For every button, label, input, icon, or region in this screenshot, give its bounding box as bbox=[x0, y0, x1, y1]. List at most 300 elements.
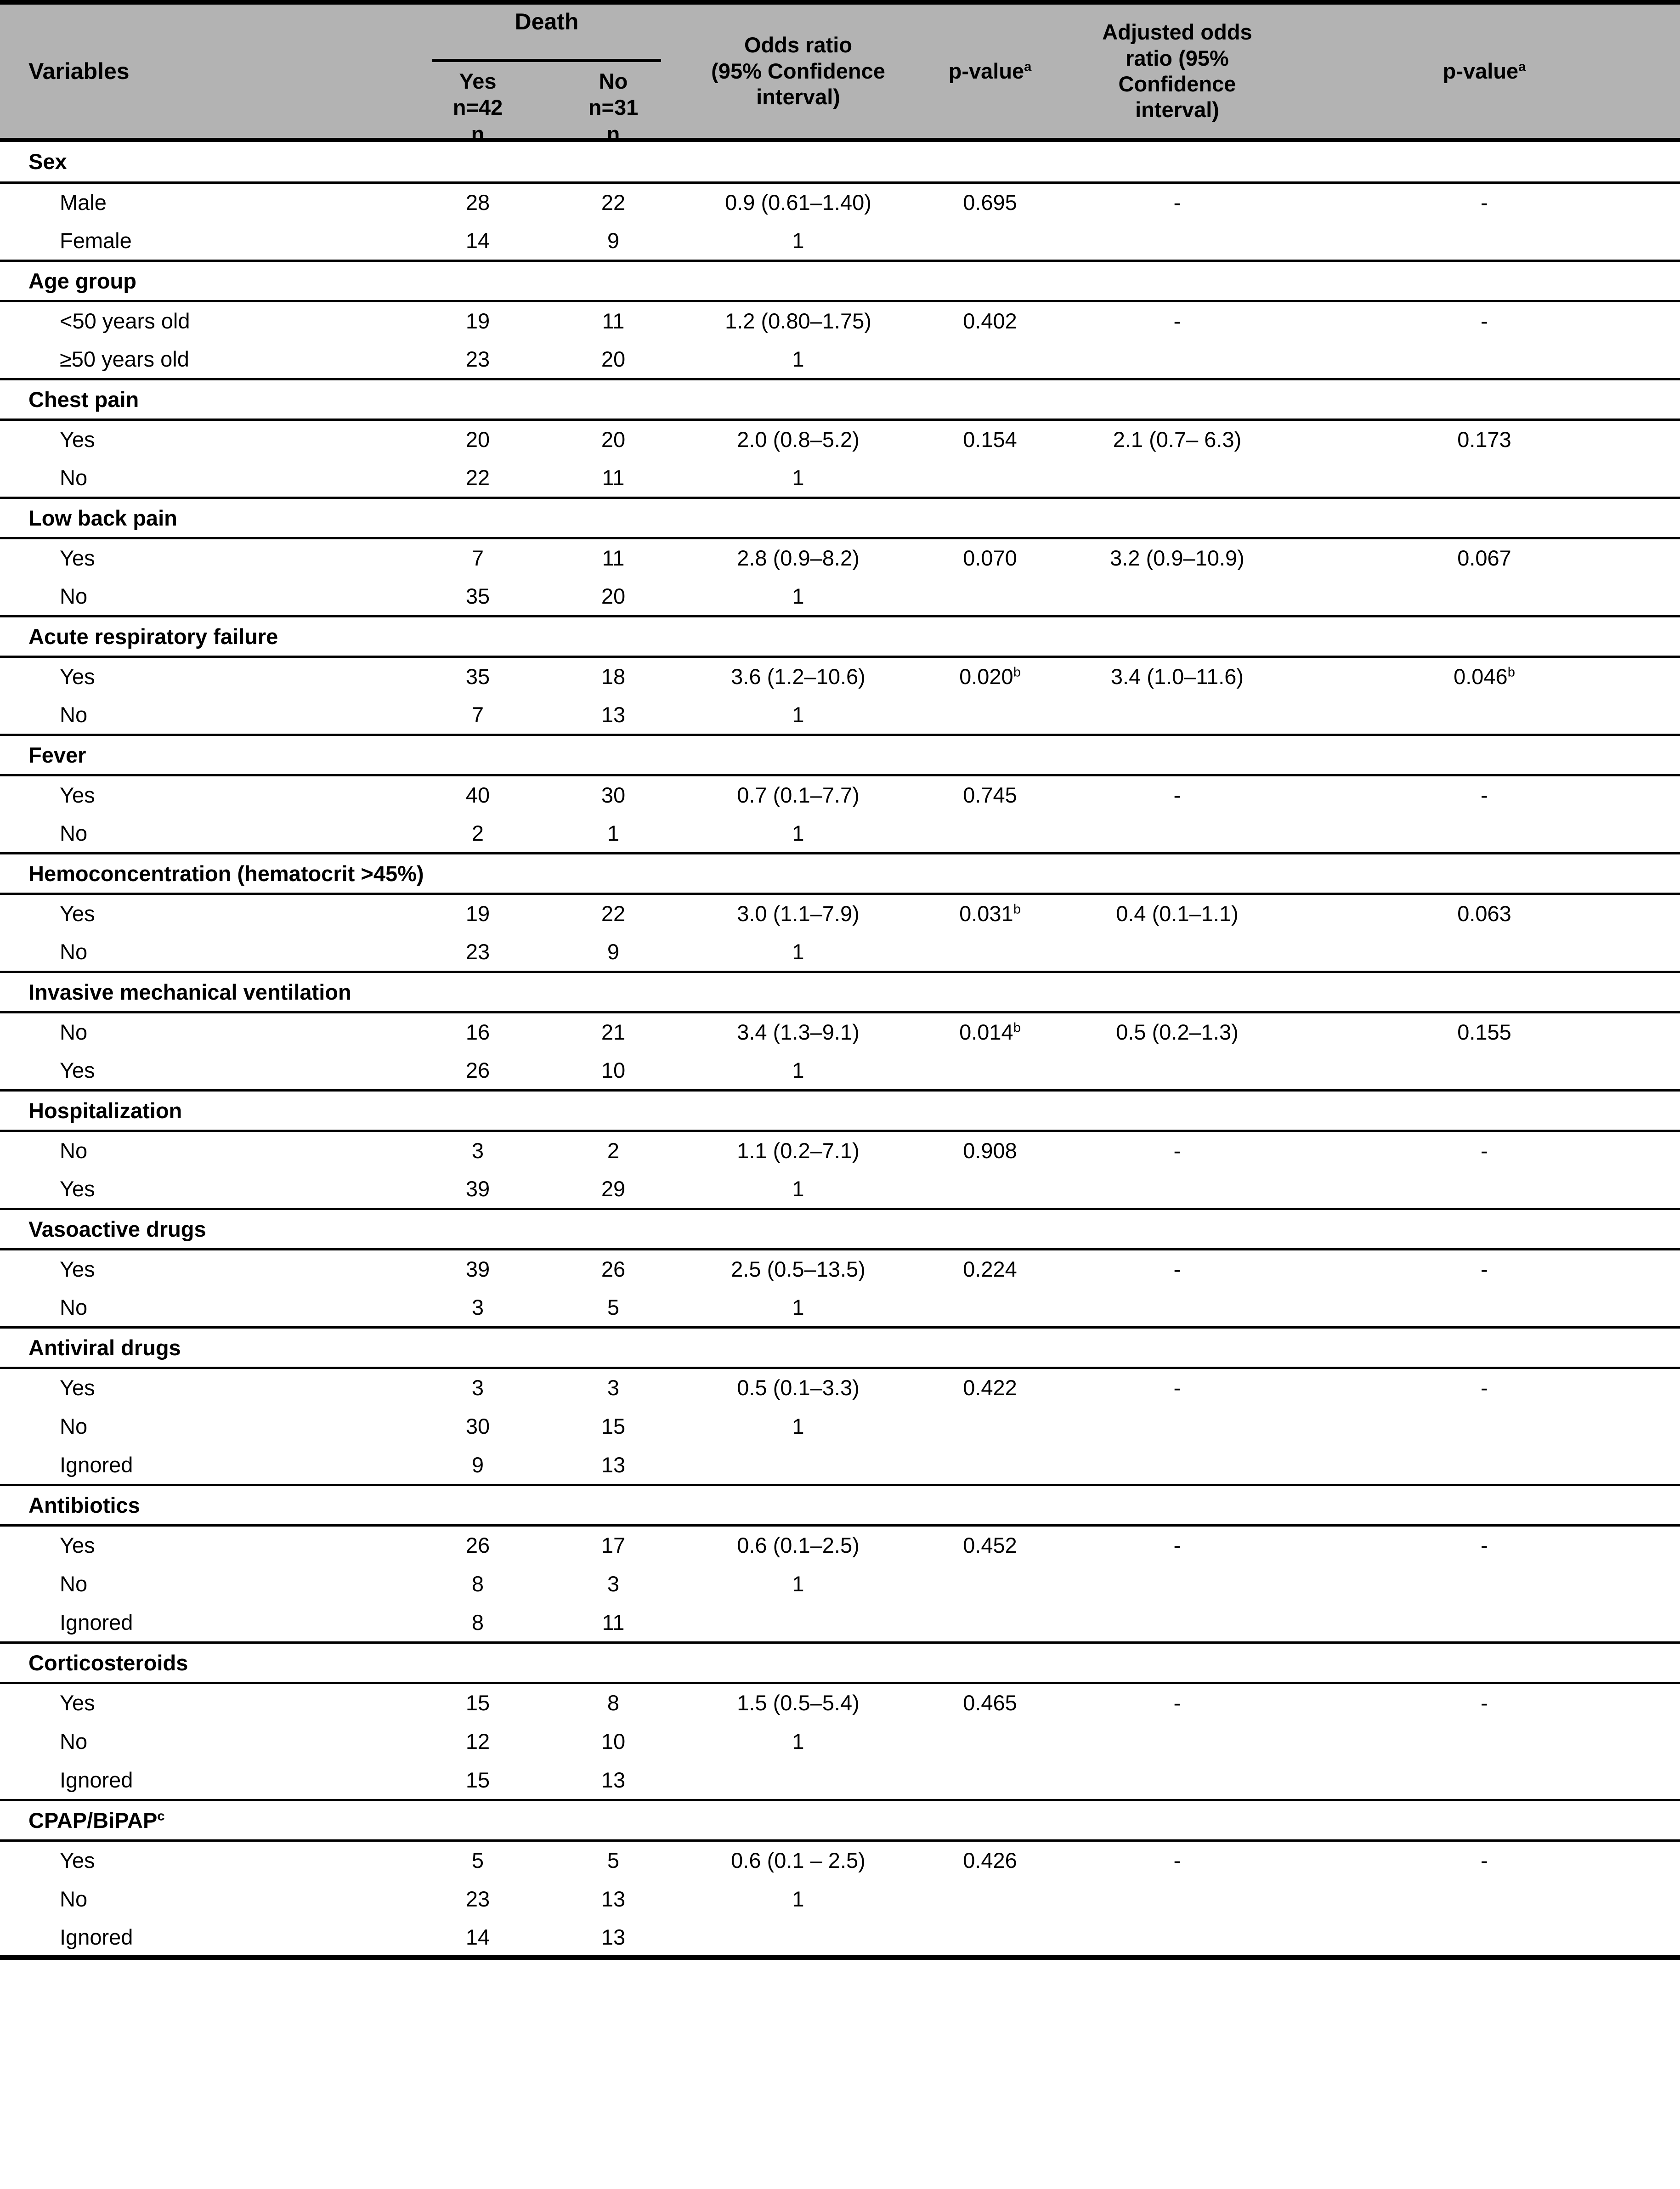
cell-p-value-adjusted: - bbox=[1289, 1525, 1680, 1564]
cell-adjusted-odds-ratio bbox=[1066, 1051, 1289, 1090]
cell-death-no: 30 bbox=[544, 775, 682, 814]
cell-p-value-adjusted bbox=[1289, 340, 1680, 379]
table-row bbox=[0, 1722, 1680, 1761]
cell-death-yes: 26 bbox=[411, 1525, 544, 1564]
cell-adjusted-odds-ratio: 0.4 (0.1–1.1) bbox=[1066, 894, 1289, 933]
cell-adjusted-odds-ratio: - bbox=[1066, 1525, 1289, 1564]
table-row bbox=[0, 1603, 1680, 1642]
section-header-row bbox=[0, 735, 1680, 775]
table-row bbox=[0, 656, 1680, 696]
cell-p-value-crude: 0.908 bbox=[914, 1131, 1066, 1170]
cell-death-yes: 22 bbox=[411, 458, 544, 498]
cell-death-yes: 9 bbox=[411, 1446, 544, 1485]
column-header-odds-ratio bbox=[682, 5, 914, 138]
cell-death-no: 20 bbox=[544, 419, 682, 458]
aor-line-3: Confidence bbox=[1118, 72, 1236, 96]
odds-ratio-line-2: (95% Confidence bbox=[711, 58, 885, 83]
death-group-rule bbox=[432, 59, 661, 62]
section-header-row bbox=[0, 498, 1680, 538]
cell-adjusted-odds-ratio: - bbox=[1066, 301, 1289, 340]
cell-p-value-crude: 0.426 bbox=[914, 1840, 1066, 1879]
table-row bbox=[0, 775, 1680, 814]
cell-p-value-crude bbox=[914, 814, 1066, 853]
row-label: Ignored bbox=[0, 1446, 411, 1485]
death-yes-unit: n bbox=[471, 121, 485, 146]
cell-death-no: 5 bbox=[544, 1288, 682, 1327]
section-header-row bbox=[0, 1800, 1680, 1840]
adjusted-odds-ratio-heading bbox=[1066, 19, 1289, 123]
cell-odds-ratio: 1 bbox=[682, 577, 914, 616]
cell-death-no: 8 bbox=[544, 1683, 682, 1722]
cell-death-no: 11 bbox=[544, 301, 682, 340]
column-header-death-yes bbox=[411, 68, 544, 147]
section-header-row bbox=[0, 616, 1680, 656]
cell-death-no: 10 bbox=[544, 1722, 682, 1761]
cell-death-no: 13 bbox=[544, 1446, 682, 1485]
death-no-label: No bbox=[599, 69, 628, 93]
cell-odds-ratio: 0.6 (0.1–2.5) bbox=[682, 1525, 914, 1564]
cell-death-yes: 3 bbox=[411, 1288, 544, 1327]
cell-death-yes: 14 bbox=[411, 221, 544, 260]
cell-p-value-adjusted: - bbox=[1289, 1249, 1680, 1288]
cell-adjusted-odds-ratio: - bbox=[1066, 1368, 1289, 1407]
cell-p-value-crude bbox=[914, 1918, 1066, 1957]
death-no-n: n=31 bbox=[588, 95, 639, 120]
cell-death-yes: 19 bbox=[411, 301, 544, 340]
cell-p-value-adjusted bbox=[1289, 577, 1680, 616]
header-top-rule-row bbox=[0, 0, 1680, 5]
cell-odds-ratio: 1 bbox=[682, 933, 914, 972]
section-title: Hospitalization bbox=[0, 1090, 1680, 1131]
row-label: No bbox=[0, 577, 411, 616]
header-top-rule bbox=[0, 0, 1680, 5]
cell-death-yes: 2 bbox=[411, 814, 544, 853]
table-row bbox=[0, 1840, 1680, 1879]
header-bottom-rule bbox=[0, 138, 1680, 142]
cell-p-value-crude: 0.745 bbox=[914, 775, 1066, 814]
cell-adjusted-odds-ratio: - bbox=[1066, 182, 1289, 221]
table-row bbox=[0, 814, 1680, 853]
cell-p-value-adjusted bbox=[1289, 221, 1680, 260]
cell-death-no: 17 bbox=[544, 1525, 682, 1564]
cell-adjusted-odds-ratio: - bbox=[1066, 1840, 1289, 1879]
section-title: Fever bbox=[0, 735, 1680, 775]
cell-odds-ratio: 2.0 (0.8–5.2) bbox=[682, 419, 914, 458]
row-label: <50 years old bbox=[0, 301, 411, 340]
cell-adjusted-odds-ratio bbox=[1066, 1722, 1289, 1761]
p-value-crude-label: p-value bbox=[948, 58, 1024, 83]
table-row bbox=[0, 1918, 1680, 1957]
variables-label: Variables bbox=[28, 58, 130, 84]
section-title: Corticosteroids bbox=[0, 1642, 1680, 1683]
cell-adjusted-odds-ratio: 0.5 (0.2–1.3) bbox=[1066, 1012, 1289, 1051]
column-header-adjusted-odds-ratio bbox=[1066, 5, 1289, 138]
section-header-row bbox=[0, 1327, 1680, 1368]
cell-odds-ratio: 0.6 (0.1 – 2.5) bbox=[682, 1840, 914, 1879]
cell-death-no: 15 bbox=[544, 1407, 682, 1446]
cell-p-value-adjusted: 0.067 bbox=[1289, 538, 1680, 577]
cell-p-value-adjusted bbox=[1289, 1603, 1680, 1642]
row-label: No bbox=[0, 1879, 411, 1918]
cell-death-no: 13 bbox=[544, 696, 682, 735]
death-group-band bbox=[411, 5, 682, 146]
cell-adjusted-odds-ratio bbox=[1066, 1918, 1289, 1957]
table-row bbox=[0, 1012, 1680, 1051]
cell-death-no: 21 bbox=[544, 1012, 682, 1051]
section-title: Age group bbox=[0, 260, 1680, 301]
cell-odds-ratio: 1 bbox=[682, 340, 914, 379]
cell-odds-ratio bbox=[682, 1446, 914, 1485]
cell-p-value-crude bbox=[914, 1761, 1066, 1800]
cell-death-yes: 26 bbox=[411, 1051, 544, 1090]
row-label: No bbox=[0, 1407, 411, 1446]
section-title-footnote-marker: c bbox=[157, 1808, 165, 1823]
cell-adjusted-odds-ratio bbox=[1066, 458, 1289, 498]
section-header-row bbox=[0, 1485, 1680, 1525]
cell-death-yes: 23 bbox=[411, 933, 544, 972]
row-label: Ignored bbox=[0, 1918, 411, 1957]
cell-odds-ratio bbox=[682, 1761, 914, 1800]
section-title: Sex bbox=[0, 142, 1680, 182]
row-label: Female bbox=[0, 221, 411, 260]
section-title: Low back pain bbox=[0, 498, 1680, 538]
row-label: No bbox=[0, 814, 411, 853]
p-value-crude-heading bbox=[914, 58, 1066, 84]
cell-p-value-adjusted bbox=[1289, 458, 1680, 498]
row-label: Yes bbox=[0, 1051, 411, 1090]
table-row bbox=[0, 1131, 1680, 1170]
cell-p-value-crude bbox=[914, 340, 1066, 379]
cell-death-no: 18 bbox=[544, 656, 682, 696]
cell-death-no: 3 bbox=[544, 1564, 682, 1603]
section-header-row bbox=[0, 853, 1680, 894]
table-row bbox=[0, 1879, 1680, 1918]
cell-death-yes: 39 bbox=[411, 1249, 544, 1288]
cell-death-no: 20 bbox=[544, 340, 682, 379]
cell-p-value-crude: 0.154 bbox=[914, 419, 1066, 458]
cell-p-value-crude bbox=[914, 1564, 1066, 1603]
section-title: Hemoconcentration (hematocrit >45%) bbox=[0, 853, 1680, 894]
table-row bbox=[0, 1446, 1680, 1485]
cell-death-no: 9 bbox=[544, 221, 682, 260]
table-row bbox=[0, 221, 1680, 260]
cell-death-yes: 8 bbox=[411, 1603, 544, 1642]
footnote-marker: b bbox=[1507, 665, 1515, 680]
cell-adjusted-odds-ratio bbox=[1066, 1288, 1289, 1327]
cell-p-value-crude bbox=[914, 577, 1066, 616]
row-label: Yes bbox=[0, 1525, 411, 1564]
cell-p-value-adjusted bbox=[1289, 1170, 1680, 1209]
cell-death-no: 13 bbox=[544, 1879, 682, 1918]
table-row bbox=[0, 182, 1680, 221]
cell-p-value-crude: 0.402 bbox=[914, 301, 1066, 340]
cell-death-no: 29 bbox=[544, 1170, 682, 1209]
cell-p-value-adjusted bbox=[1289, 814, 1680, 853]
cell-death-yes: 15 bbox=[411, 1761, 544, 1800]
cell-adjusted-odds-ratio bbox=[1066, 814, 1289, 853]
cell-death-no: 9 bbox=[544, 933, 682, 972]
cell-adjusted-odds-ratio bbox=[1066, 1879, 1289, 1918]
row-label: Yes bbox=[0, 538, 411, 577]
cell-death-yes: 28 bbox=[411, 182, 544, 221]
section-header-row bbox=[0, 1642, 1680, 1683]
cell-odds-ratio: 1.5 (0.5–5.4) bbox=[682, 1683, 914, 1722]
cell-death-yes: 7 bbox=[411, 538, 544, 577]
cell-death-yes: 30 bbox=[411, 1407, 544, 1446]
cell-p-value-adjusted bbox=[1289, 933, 1680, 972]
table-row bbox=[0, 1525, 1680, 1564]
aor-line-2: ratio (95% bbox=[1126, 45, 1229, 70]
odds-ratio-line-3: interval) bbox=[756, 85, 840, 109]
section-title: Acute respiratory failure bbox=[0, 616, 1680, 656]
cell-death-yes: 12 bbox=[411, 1722, 544, 1761]
cell-death-no: 13 bbox=[544, 1918, 682, 1957]
cell-p-value-adjusted: - bbox=[1289, 1840, 1680, 1879]
cell-death-no: 11 bbox=[544, 538, 682, 577]
row-label: Yes bbox=[0, 775, 411, 814]
cell-p-value-adjusted bbox=[1289, 1051, 1680, 1090]
cell-death-yes: 40 bbox=[411, 775, 544, 814]
cell-adjusted-odds-ratio bbox=[1066, 1564, 1289, 1603]
table-row bbox=[0, 1170, 1680, 1209]
cell-odds-ratio: 0.5 (0.1–3.3) bbox=[682, 1368, 914, 1407]
aor-line-1: Adjusted odds bbox=[1102, 20, 1252, 45]
death-yes-n: n=42 bbox=[453, 95, 503, 120]
cell-p-value-crude: 0.465 bbox=[914, 1683, 1066, 1722]
cell-p-value-adjusted bbox=[1289, 1407, 1680, 1446]
cell-odds-ratio: 1 bbox=[682, 1170, 914, 1209]
cell-death-no: 26 bbox=[544, 1249, 682, 1288]
row-label: No bbox=[0, 1012, 411, 1051]
death-group-label: Death bbox=[515, 9, 579, 34]
p-value-adjusted-label: p-value bbox=[1442, 58, 1519, 83]
cell-odds-ratio: 1 bbox=[682, 1722, 914, 1761]
cell-p-value-adjusted: 0.173 bbox=[1289, 419, 1680, 458]
section-header-row bbox=[0, 142, 1680, 182]
cell-death-yes: 14 bbox=[411, 1918, 544, 1957]
p-value-adjusted-heading bbox=[1289, 58, 1680, 84]
cell-p-value-crude bbox=[914, 1879, 1066, 1918]
row-label: Yes bbox=[0, 1840, 411, 1879]
footnote-marker: b bbox=[1013, 1020, 1021, 1035]
row-label: No bbox=[0, 1131, 411, 1170]
row-label: Yes bbox=[0, 894, 411, 933]
cell-p-value-crude bbox=[914, 696, 1066, 735]
table-row bbox=[0, 1407, 1680, 1446]
cell-death-yes: 5 bbox=[411, 1840, 544, 1879]
section-title: Invasive mechanical ventilation bbox=[0, 972, 1680, 1012]
column-header-variables bbox=[0, 5, 411, 138]
section-header-row bbox=[0, 1209, 1680, 1249]
column-header-death-no bbox=[544, 68, 682, 147]
cell-p-value-crude bbox=[914, 1722, 1066, 1761]
table-row bbox=[0, 538, 1680, 577]
section-title: Vasoactive drugs bbox=[0, 1209, 1680, 1249]
cell-death-yes: 20 bbox=[411, 419, 544, 458]
cell-adjusted-odds-ratio: 2.1 (0.7– 6.3) bbox=[1066, 419, 1289, 458]
table-row bbox=[0, 1288, 1680, 1327]
cell-adjusted-odds-ratio bbox=[1066, 1407, 1289, 1446]
cell-p-value-crude bbox=[914, 1407, 1066, 1446]
cell-odds-ratio: 0.9 (0.61–1.40) bbox=[682, 182, 914, 221]
p-value-adjusted-footnote-marker: a bbox=[1518, 59, 1526, 74]
row-label: Male bbox=[0, 182, 411, 221]
death-no-unit: n bbox=[606, 121, 620, 146]
cell-death-yes: 8 bbox=[411, 1564, 544, 1603]
cell-death-no: 11 bbox=[544, 458, 682, 498]
cell-adjusted-odds-ratio bbox=[1066, 1761, 1289, 1800]
row-label: No bbox=[0, 458, 411, 498]
column-header-p-value-crude bbox=[914, 5, 1066, 138]
header-bottom-rule-row bbox=[0, 138, 1680, 142]
cell-odds-ratio: 3.0 (1.1–7.9) bbox=[682, 894, 914, 933]
table-row bbox=[0, 340, 1680, 379]
section-header-row bbox=[0, 972, 1680, 1012]
cell-odds-ratio: 1 bbox=[682, 458, 914, 498]
aor-line-4: interval) bbox=[1135, 97, 1219, 122]
section-header-row bbox=[0, 1090, 1680, 1131]
cell-odds-ratio: 1 bbox=[682, 1051, 914, 1090]
table-row bbox=[0, 1683, 1680, 1722]
cell-death-yes: 39 bbox=[411, 1170, 544, 1209]
row-label: Yes bbox=[0, 1683, 411, 1722]
cell-death-yes: 3 bbox=[411, 1368, 544, 1407]
section-title: Chest pain bbox=[0, 379, 1680, 419]
odds-ratio-heading bbox=[682, 32, 914, 110]
cell-p-value-adjusted: 0.063 bbox=[1289, 894, 1680, 933]
cell-odds-ratio: 1 bbox=[682, 1879, 914, 1918]
cell-p-value-adjusted bbox=[1289, 1446, 1680, 1485]
cell-adjusted-odds-ratio: 3.4 (1.0–11.6) bbox=[1066, 656, 1289, 696]
cell-p-value-crude: 0.070 bbox=[914, 538, 1066, 577]
cell-death-no: 5 bbox=[544, 1840, 682, 1879]
table-row bbox=[0, 894, 1680, 933]
table-row bbox=[0, 1051, 1680, 1090]
row-label: No bbox=[0, 1564, 411, 1603]
cell-odds-ratio: 3.4 (1.3–9.1) bbox=[682, 1012, 914, 1051]
cell-death-yes: 19 bbox=[411, 894, 544, 933]
row-label: Ignored bbox=[0, 1603, 411, 1642]
cell-death-yes: 7 bbox=[411, 696, 544, 735]
table-row bbox=[0, 1249, 1680, 1288]
cell-death-no: 22 bbox=[544, 182, 682, 221]
cell-p-value-crude bbox=[914, 1288, 1066, 1327]
cell-odds-ratio: 0.7 (0.1–7.7) bbox=[682, 775, 914, 814]
cell-adjusted-odds-ratio bbox=[1066, 340, 1289, 379]
row-label: ≥50 years old bbox=[0, 340, 411, 379]
cell-death-no: 13 bbox=[544, 1761, 682, 1800]
cell-adjusted-odds-ratio bbox=[1066, 1603, 1289, 1642]
cell-death-no: 22 bbox=[544, 894, 682, 933]
death-subcolumns bbox=[411, 68, 682, 147]
table-row bbox=[0, 1761, 1680, 1800]
cell-p-value-adjusted: - bbox=[1289, 301, 1680, 340]
row-label: Yes bbox=[0, 656, 411, 696]
section-title: Antibiotics bbox=[0, 1485, 1680, 1525]
row-label: No bbox=[0, 1288, 411, 1327]
section-title: Antiviral drugs bbox=[0, 1327, 1680, 1368]
table-row bbox=[0, 1368, 1680, 1407]
cell-odds-ratio: 1.2 (0.80–1.75) bbox=[682, 301, 914, 340]
table-row bbox=[0, 933, 1680, 972]
cell-p-value-adjusted bbox=[1289, 1722, 1680, 1761]
table-row bbox=[0, 577, 1680, 616]
cell-adjusted-odds-ratio bbox=[1066, 933, 1289, 972]
death-yes-label: Yes bbox=[459, 69, 497, 93]
row-label: No bbox=[0, 696, 411, 735]
row-label: Ignored bbox=[0, 1761, 411, 1800]
cell-odds-ratio: 1 bbox=[682, 1288, 914, 1327]
row-label: Yes bbox=[0, 1368, 411, 1407]
header-row bbox=[0, 5, 1680, 138]
cell-odds-ratio: 2.8 (0.9–8.2) bbox=[682, 538, 914, 577]
cell-p-value-crude bbox=[914, 458, 1066, 498]
cell-p-value-crude: 0.031$^b$ bbox=[914, 894, 1066, 933]
row-label: No bbox=[0, 933, 411, 972]
cell-adjusted-odds-ratio bbox=[1066, 577, 1289, 616]
footnote-marker: b bbox=[1013, 665, 1021, 680]
cell-p-value-crude: 0.020$^b$ bbox=[914, 656, 1066, 696]
cell-p-value-adjusted: - bbox=[1289, 182, 1680, 221]
table-row bbox=[0, 301, 1680, 340]
cell-p-value-crude bbox=[914, 221, 1066, 260]
table-row bbox=[0, 419, 1680, 458]
section-title: CPAP/BiPAP$^c$ bbox=[0, 1800, 1680, 1840]
cell-death-yes: 35 bbox=[411, 577, 544, 616]
cell-odds-ratio: 1 bbox=[682, 696, 914, 735]
cell-death-no: 11 bbox=[544, 1603, 682, 1642]
cell-p-value-adjusted: 0.046$^b$ bbox=[1289, 656, 1680, 696]
cell-death-yes: 35 bbox=[411, 656, 544, 696]
cell-death-yes: 16 bbox=[411, 1012, 544, 1051]
cell-p-value-crude bbox=[914, 1051, 1066, 1090]
row-label: Yes bbox=[0, 1170, 411, 1209]
cell-p-value-crude bbox=[914, 933, 1066, 972]
row-label: Yes bbox=[0, 419, 411, 458]
cell-adjusted-odds-ratio: - bbox=[1066, 1249, 1289, 1288]
cell-p-value-adjusted bbox=[1289, 696, 1680, 735]
cell-odds-ratio: 1.1 (0.2–7.1) bbox=[682, 1131, 914, 1170]
cell-adjusted-odds-ratio: - bbox=[1066, 775, 1289, 814]
cell-p-value-adjusted: - bbox=[1289, 1368, 1680, 1407]
cell-p-value-crude bbox=[914, 1603, 1066, 1642]
cell-death-yes: 3 bbox=[411, 1131, 544, 1170]
cell-p-value-crude bbox=[914, 1170, 1066, 1209]
cell-adjusted-odds-ratio bbox=[1066, 696, 1289, 735]
cell-death-no: 2 bbox=[544, 1131, 682, 1170]
table-body bbox=[0, 142, 1680, 1957]
cell-p-value-adjusted: 0.155 bbox=[1289, 1012, 1680, 1051]
cell-death-yes: 23 bbox=[411, 1879, 544, 1918]
p-value-crude-footnote-marker: a bbox=[1024, 59, 1032, 74]
cell-p-value-adjusted: - bbox=[1289, 775, 1680, 814]
cell-p-value-crude: 0.695 bbox=[914, 182, 1066, 221]
cell-p-value-adjusted bbox=[1289, 1918, 1680, 1957]
cell-p-value-adjusted bbox=[1289, 1288, 1680, 1327]
column-header-p-value-adjusted bbox=[1289, 5, 1680, 138]
column-header-death-group bbox=[411, 5, 682, 146]
cell-p-value-crude: 0.224 bbox=[914, 1249, 1066, 1288]
cell-adjusted-odds-ratio: - bbox=[1066, 1683, 1289, 1722]
cell-odds-ratio: 1 bbox=[682, 814, 914, 853]
cell-p-value-crude: 0.422 bbox=[914, 1368, 1066, 1407]
cell-odds-ratio bbox=[682, 1918, 914, 1957]
cell-death-no: 3 bbox=[544, 1368, 682, 1407]
table-header bbox=[0, 0, 1680, 146]
section-header-row bbox=[0, 379, 1680, 419]
cell-odds-ratio bbox=[682, 1603, 914, 1642]
cell-death-no: 20 bbox=[544, 577, 682, 616]
